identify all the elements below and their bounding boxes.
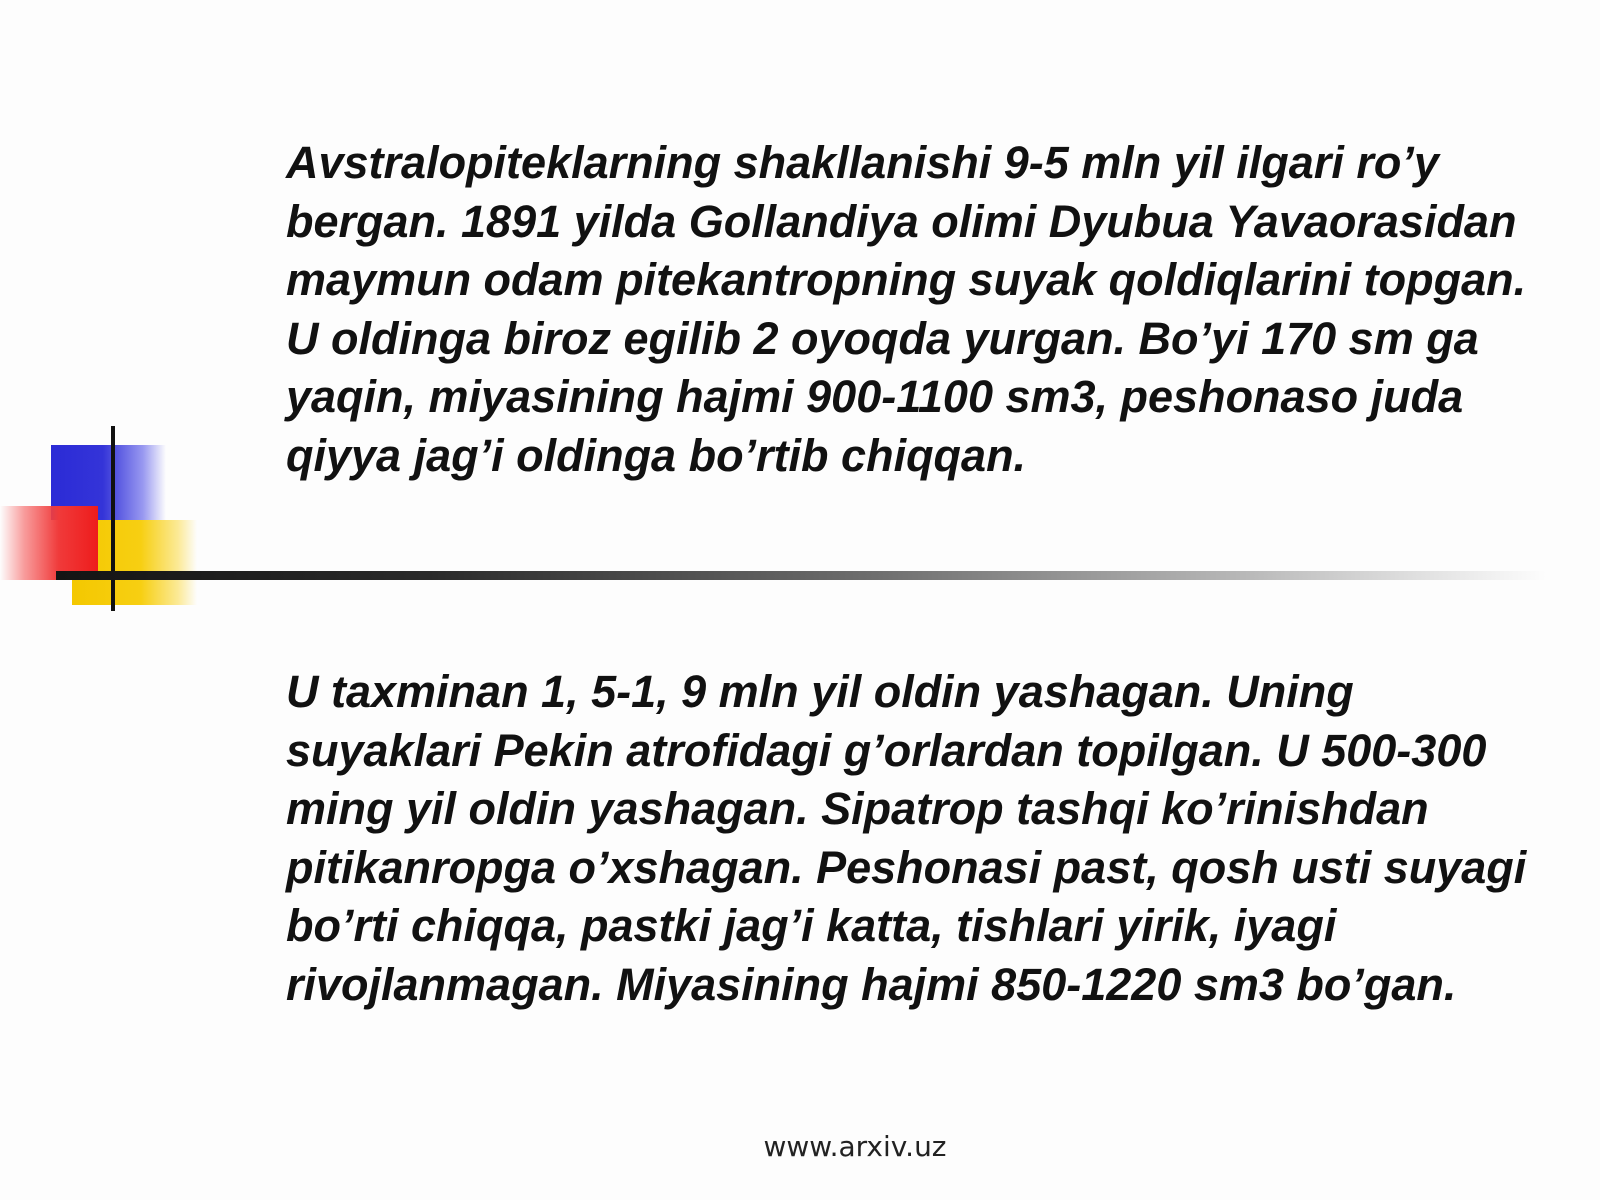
divider-rule [56,571,1546,580]
decorative-vertical-line [111,426,115,611]
decorative-red-block [0,506,98,580]
paragraph-sinanthropus: U taxminan 1, 5-1, 9 mln yil oldin yashagan. Uning suyaklari Pekin atrofidagi g’orlardan topilgan. U 500-300 ming yil oldin yashagan. Sipatrop tashqi ko’rinishdan pitikanropga o’xshagan. Peshonasi past, qosh usti suyagi bo’rti chiqqa, pastki jag’i katta, tishlari yirik, iyagi rivojlanmagan. Miyasining hajmi 850-1220 sm3 bo’gan. [286,666,1527,1010]
footer-source-url: www.arxiv.uz [763,1130,947,1163]
paragraph-australopithecus: Avstralopiteklarning shakllanishi 9-5 mln yil ilgari ro’y bergan. 1891 yilda Gollandiya olimi Dyubua Yavaorasidan maymun odam pitekantropning suyak qoldiqlarini topgan. U oldinga biroz egilib 2 oyoqda yurgan. Bo’yi 170 sm ga yaqin, miyasining hajmi 900-1100 sm3, peshonaso juda qiyya jag’i oldinga bo’rtib chiqqan. [286,137,1527,481]
